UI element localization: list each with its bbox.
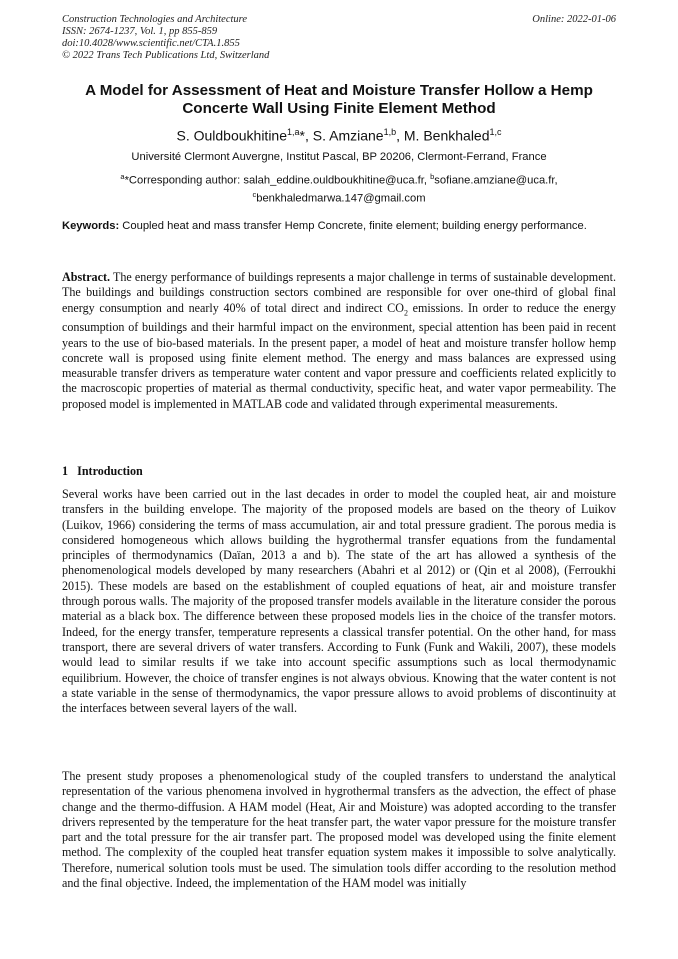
keywords: [62, 220, 616, 234]
author-list: [62, 124, 616, 145]
corresponding-star: *: [299, 127, 305, 144]
keywords-text: Coupled heat and mass transfer Hemp Concrete, finite element; building energy performance.: [119, 220, 587, 232]
journal-info: [62, 14, 269, 62]
section-number: 1: [62, 464, 69, 478]
corresponding-author: [62, 170, 616, 205]
affiliation: Université Clermont Auvergne, Institut Pascal, BP 20206, Clermont-Ferrand, France: [131, 151, 547, 163]
abstract-text: emissions. In order to reduce the energy consumption of buildings and their harmful impact on the environment, special attention has been paid in recent years to the use of bio-based materials. In the present paper, a model of heat and moisture transfer hollow hemp concrete wall is proposed using finite element method. The energy and mass balances are expressed using measurable transfer drivers as temperature water content and vapor pressure and coefficients related explicitly to the macroscopic properties of material as thermal conductivity, specific heat, and water vapor permeability. The proposed model is implemented in MATLAB code and validated through experimental measurements.: [62, 300, 617, 411]
author-affiliation-mark: 1,a: [287, 127, 300, 137]
keywords-label: Keywords:: [62, 220, 120, 232]
email-text: sofiane.amziane@uca.fr,: [434, 174, 558, 187]
paper-title: A Model for Assessment of Heat and Moisture Transfer Hollow a Hemp Concerte Wall Using Finite Element Method: [85, 82, 593, 117]
email-mark: b: [430, 172, 435, 181]
email-text: *Corresponding author: salah_eddine.ouldboukhitine@uca.fr,: [124, 174, 431, 187]
email-text: benkhaledmarwa.147@gmail.com: [256, 192, 426, 205]
author-name: S. Ouldboukhitine: [176, 127, 288, 144]
section-title: Introduction: [77, 464, 143, 478]
body-paragraph: The present study proposes a phenomenological study of the coupled transfers to understand the analytical representation of the various phenomena involved in hygrothermal transfers as the advection, the effect of phase change and the thermo-diffusion. A HAM model (Heat, Air and Moisture) was adopted according to the transfer drivers represented by the temperature for the heat transfer part, the water vapor pressure for the moisture transfer part and the total pressure for the air transfer part. The proposed model was developed using the finite element method. The complexity of the coupled heat transfer equation system makes it impossible to solve analytically. Therefore, numerical solution tools must be used. The simulation tools differ according to the resolution method and the final objective. Indeed, the implementation of the HAM model was initially: [62, 769, 616, 891]
abstract-label: Abstract.: [62, 270, 111, 284]
author-name: M. Benkhaled: [403, 127, 490, 144]
author-affiliation-mark: 1,c: [489, 127, 502, 137]
journal-name: Construction Technologies and Architecture: [62, 14, 248, 25]
abstract: [62, 270, 616, 412]
author-name: S. Amziane: [312, 127, 384, 144]
section-heading: [62, 464, 616, 479]
online-date: Online: 2022-01-06: [532, 14, 616, 25]
journal-issn: ISSN: 2674-1237, Vol. 1, pp 855-859: [62, 26, 218, 37]
email-mark: a: [120, 172, 125, 181]
journal-doi: doi:10.4028/www.scientific.net/CTA.1.855: [62, 38, 240, 49]
abstract-text: The energy performance of buildings represents a major challenge in terms of sustainable development. The buildings and buildings construction sectors combined are responsible for over one-third of global final energy consumption and nearly 40% of total direct and indirect CO: [62, 270, 616, 315]
email-mark: c: [252, 189, 257, 199]
author-separator: ,: [304, 127, 313, 144]
journal-header: [62, 14, 616, 62]
author-separator: ,: [396, 127, 404, 144]
journal-copyright: © 2022 Trans Tech Publications Ltd, Switzerland: [62, 50, 270, 61]
author-affiliation-mark: 1,b: [383, 127, 397, 137]
abstract-subscript: 2: [403, 308, 408, 317]
body-paragraph: Several works have been carried out in the last decades in order to model the coupled heat, air and moisture transfers in the building envelope. The majority of the proposed models are based on the theory of Luikov (Luikov, 1966) considering the terms of mass accumulation, air and total pressure gradient. The porous media is considered homogeneous which allows building the hygrothermal transfer equations from the fundamental principles of thermodynamics (Daïan, 2013 a and b). The state of the art has allowed a synthesis of the phenomenological models developed by many researchers (Abahri et al 2012) or (Qin et al 2008), (Ferroukhi 2015). These models are based on the establishment of coupled equations of heat, air and moisture transfer through porous walls. The majority of the proposed transfer models available in the literature consider the porous material as a black box. The difference between these proposed models lies in the choice of the transfer motors. Indeed, for the energy transfer, temperature represents a classical transfer potential. On the other hand, for mass transport, there are several drivers of water transfers. According to Funk (Funk and Wakili, 2007), these models would lead to similar results if we take into account specific assumptions such as local thermodynamic equilibrium. However, the choice of transfer engines is not always obvious. Knowing that the water content is not a state variable in the sense of thermodynamics, the vapor pressure allows to avoid problems of discontinuity at the interfaces between several layers of the wall.: [62, 487, 616, 716]
